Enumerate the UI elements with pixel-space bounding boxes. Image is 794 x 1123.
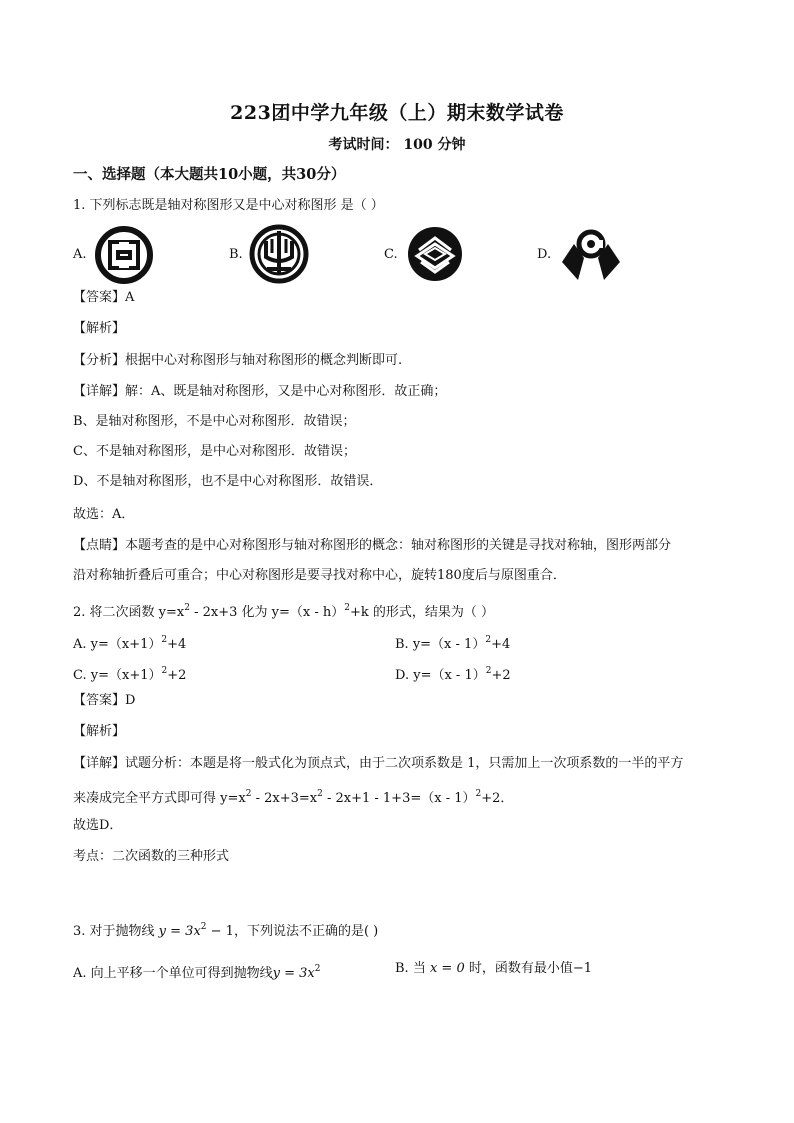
q1-dianjing-line: 沿对称轴折叠后可重合；中心对称图形是要寻找对称中心，旋转180度后与原图重合．: [73, 568, 566, 583]
page-title: 223团中学九年级（上）期末数学试卷: [230, 102, 564, 124]
q1-option-a-label: A.: [73, 247, 87, 262]
q1-choice: 故选：A．: [73, 507, 135, 522]
q2-option-a: A. $y=(x+1)^2+4$: [73, 635, 187, 652]
bank-logo-icon: [94, 225, 154, 285]
agri-bank-logo-icon: [248, 223, 310, 285]
q1-stem: 1. 下列标志既是轴对称图形又是中心对称图形 是（ ）: [73, 198, 384, 213]
q1-detail-line: B、是轴对称图形，不是中心对称图形．故错误；: [73, 414, 356, 429]
q1-detail-line: 【详解】解：A、既是轴对称图形，又是中心对称图形．故正确；: [73, 384, 447, 399]
q2-option-d: D. y=（x - 1）$^2$+2: [395, 666, 511, 683]
q1-analysis-heading: 【解析】: [73, 321, 126, 336]
q3-option-b: B. 当 x = 0 时，函数有最小值−1: [395, 961, 593, 976]
q3-stem: 3. 对于抛物线 $y = 3x^2 - 1$，下列说法不正确的是( ): [73, 922, 379, 939]
q2-detail-line: 来凑成完全平方式即可得 $y=x^2 - 2x+3=x^2 - 2x+1 - 1+3=(x - 1)^2+2$．: [73, 789, 514, 806]
q2-stem: 2. 将二次函数 $y=x^2 - 2x+3$ 化为 y=（x - h）$^2$+k 的形式，结果为（ ）: [73, 603, 495, 620]
q2-answer: 【答案】D: [73, 693, 136, 708]
q2-choice: 故选D．: [73, 818, 123, 833]
q1-detail-line: D、不是轴对称图形，也不是中心对称图形．故错误．: [73, 474, 383, 489]
q2-analysis-heading: 【解析】: [73, 724, 126, 739]
q1-detail-line: C、不是轴对称图形，是中心对称图形．故错误；: [73, 444, 356, 459]
q1-dianjing-line: 【点睛】本题考查的是中心对称图形与轴对称图形的概念：轴对称图形的关键是寻找对称轴，图形两部分: [73, 538, 672, 553]
q3-option-a: A. 向上平移一个单位可得到抛物线$y = 3x^2$: [73, 964, 321, 981]
q2-option-c: C. $y=(x+1)^2+2$: [73, 666, 187, 683]
q1-option-b-label: B.: [229, 247, 243, 262]
q1-option-c-label: C.: [384, 247, 398, 262]
exam-duration: 考试时间： 100 分钟: [328, 137, 466, 153]
q2-option-b: B. y=（x - 1）$^2$+4: [395, 635, 511, 652]
q1-option-d-label: D.: [537, 247, 552, 262]
mobile-logo-icon: [405, 224, 465, 284]
q1-answer: 【答案】A: [73, 290, 135, 305]
section-heading: 一、选择题（本大题共10小题，共30分）: [73, 166, 346, 183]
credit-union-logo-icon: [558, 222, 624, 284]
q2-kaodian: 考点：二次函数的三种形式: [73, 849, 230, 864]
q1-fenxi: 【分析】根据中心对称图形与轴对称图形的概念判断即可.: [73, 353, 403, 368]
q2-detail-line: 【详解】试题分析：本题是将一般式化为顶点式，由于二次项系数是 1，只需加上一次项系数的一半的平方: [73, 756, 684, 771]
